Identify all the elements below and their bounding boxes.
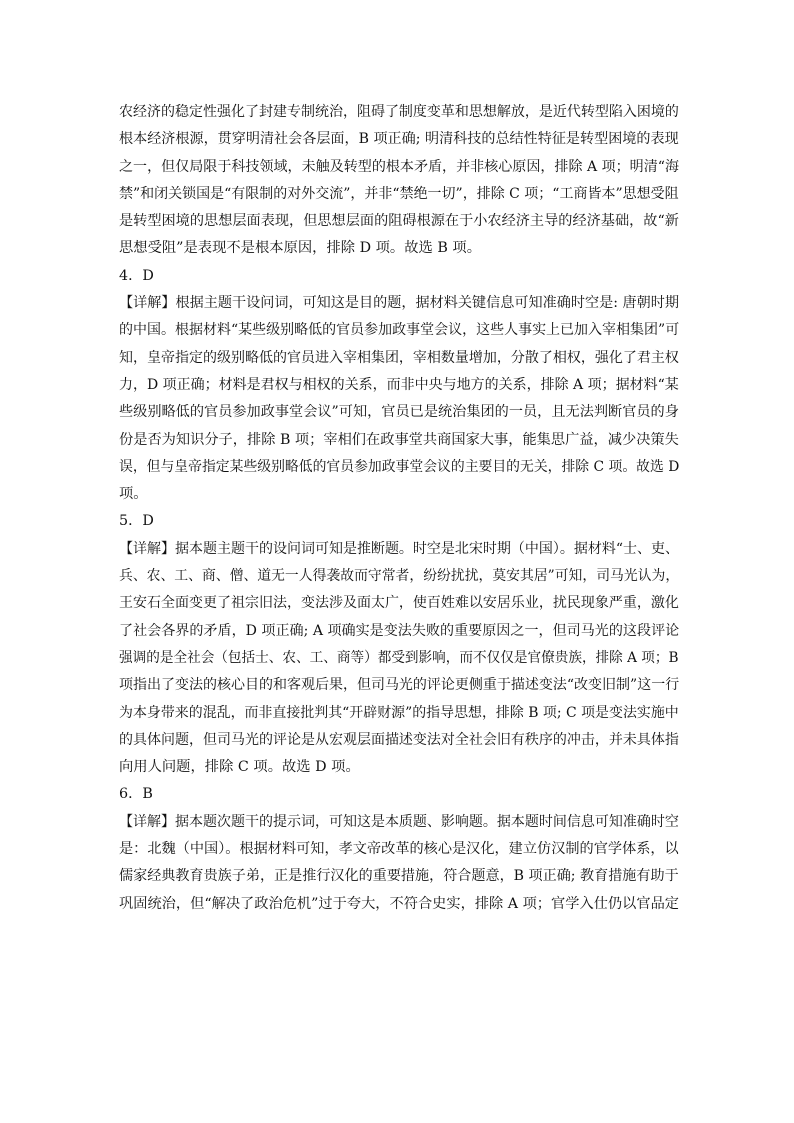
text-line: 巩固统治，但“解决了政治危机”过于夸大，不符合史实，排除 A 项；官学入仕仍以官品定 [119,895,680,912]
text-line: 些级别略低的官员参加政事堂会议”可知，官员已是统治集团的一员，且无法判断官员的身 [119,404,679,421]
text-line: 禁”和闭关锁国是“有限制的对外交流”，并非“禁绝一切”，排除 C 项；“工商皆本”思想受阻 [119,185,679,202]
text-line: 力，D 项正确；材料是君权与相权的关系，而非中央与地方的关系，排除 A 项；据材料“某 [119,376,679,393]
text-line: 项指出了变法的核心目的和客观后果，但司马光的评论更侧重于描述变法“改变旧制”这一行 [119,677,680,694]
text-line: 根本经济根源，贯穿明清社会各层面，B 项正确; 明清科技的总结性特征是转型困境的表现 [119,131,679,148]
text-line: 向用人问题，排除 C 项。故选 D 项。 [119,759,360,776]
text-line: 的具体问题，但司马光的评论是从宏观层面描述变法对全社会旧有秩序的冲击，并未具体指 [119,731,679,748]
text-line: 农经济的稳定性强化了封建专制统治，阻碍了制度变革和思想解放，是近代转型陷入困境的 [119,104,679,120]
text-line: 误，但与皇帝指定某些级别略低的官员参加政事堂会议的主要目的无关，排除 C 项。故选 D [119,458,680,475]
text-line: 儒家经典教育贵族子弟，正是推行汉化的重要措施，符合题意，B 项正确; 教育措施有助于 [119,868,679,885]
text-line: 【详解】据本题次题干的提示词，可知这是本质题、影响题。据本题时间信息可知准确时空 [119,813,679,830]
question-4-answer: 4．D [119,267,154,284]
text-line: 项。 [119,486,148,503]
text-line: 是：北魏（中国）。根据材料可知，孝文帝改革的核心是汉化，建立仿汉制的官学体系，以 [119,841,679,858]
text-line: 的中国。根据材料“某些级别略低的官员参加政事堂会议，这些人事实上已加入宰相集团”可 [119,322,680,339]
text-line: 兵、农、工、商、僧、道无一人得袭故而守常者，纷纷扰扰，莫安其居”可知，司马光认为， [119,568,680,585]
text-line: 【详解】根据主题干设问词，可知这是目的题，据材料关键信息可知准确时空是: 唐朝时期 [119,295,679,312]
text-line: 思想受阻”是表现不是根本原因，排除 D 项。故选 B 项。 [119,240,481,257]
question-6-answer: 6．B [119,786,153,803]
answer-explanation-text [119,99,679,918]
text-line: 份是否为知识分子，排除 B 项；宰相们在政事堂共商国家大事，能集思广益，减少决策失 [119,431,679,448]
text-line: 【详解】据本题主题干的设问词可知是推断题。时空是北宋时期（中国）。据材料“士、吏、 [119,540,680,557]
text-line: 王安石全面变更了祖宗旧法，变法涉及面太广，使百姓难以安居乐业，扰民现象严重，激化 [119,595,679,612]
text-line: 之一，但仅局限于科技领域，未触及转型的根本矛盾，并非核心原因，排除 A 项；明清“海 [119,158,680,175]
text-line: 了社会各界的矛盾，D 项正确; A 项确实是变法失败的重要原因之一，但司马光的这段评论 [119,622,680,639]
text-line: 是转型困境的思想层面表现，但思想层面的阻碍根源在于小农经济主导的经济基础，故“新 [119,213,679,230]
text-line: 强调的是全社会（包括士、农、工、商等）都受到影响，而不仅仅是官僚贵族，排除 A 项；B [119,649,679,666]
question-5-answer: 5．D [119,513,154,530]
text-line: 知，皇帝指定的级别略低的官员进入宰相集团，宰相数量增加，分散了相权，强化了君主权 [119,349,679,366]
text-line: 为本身带来的混乱，而非直接批判其“开辟财源”的指导思想，排除 B 项; C 项是变法实施中 [119,704,679,721]
